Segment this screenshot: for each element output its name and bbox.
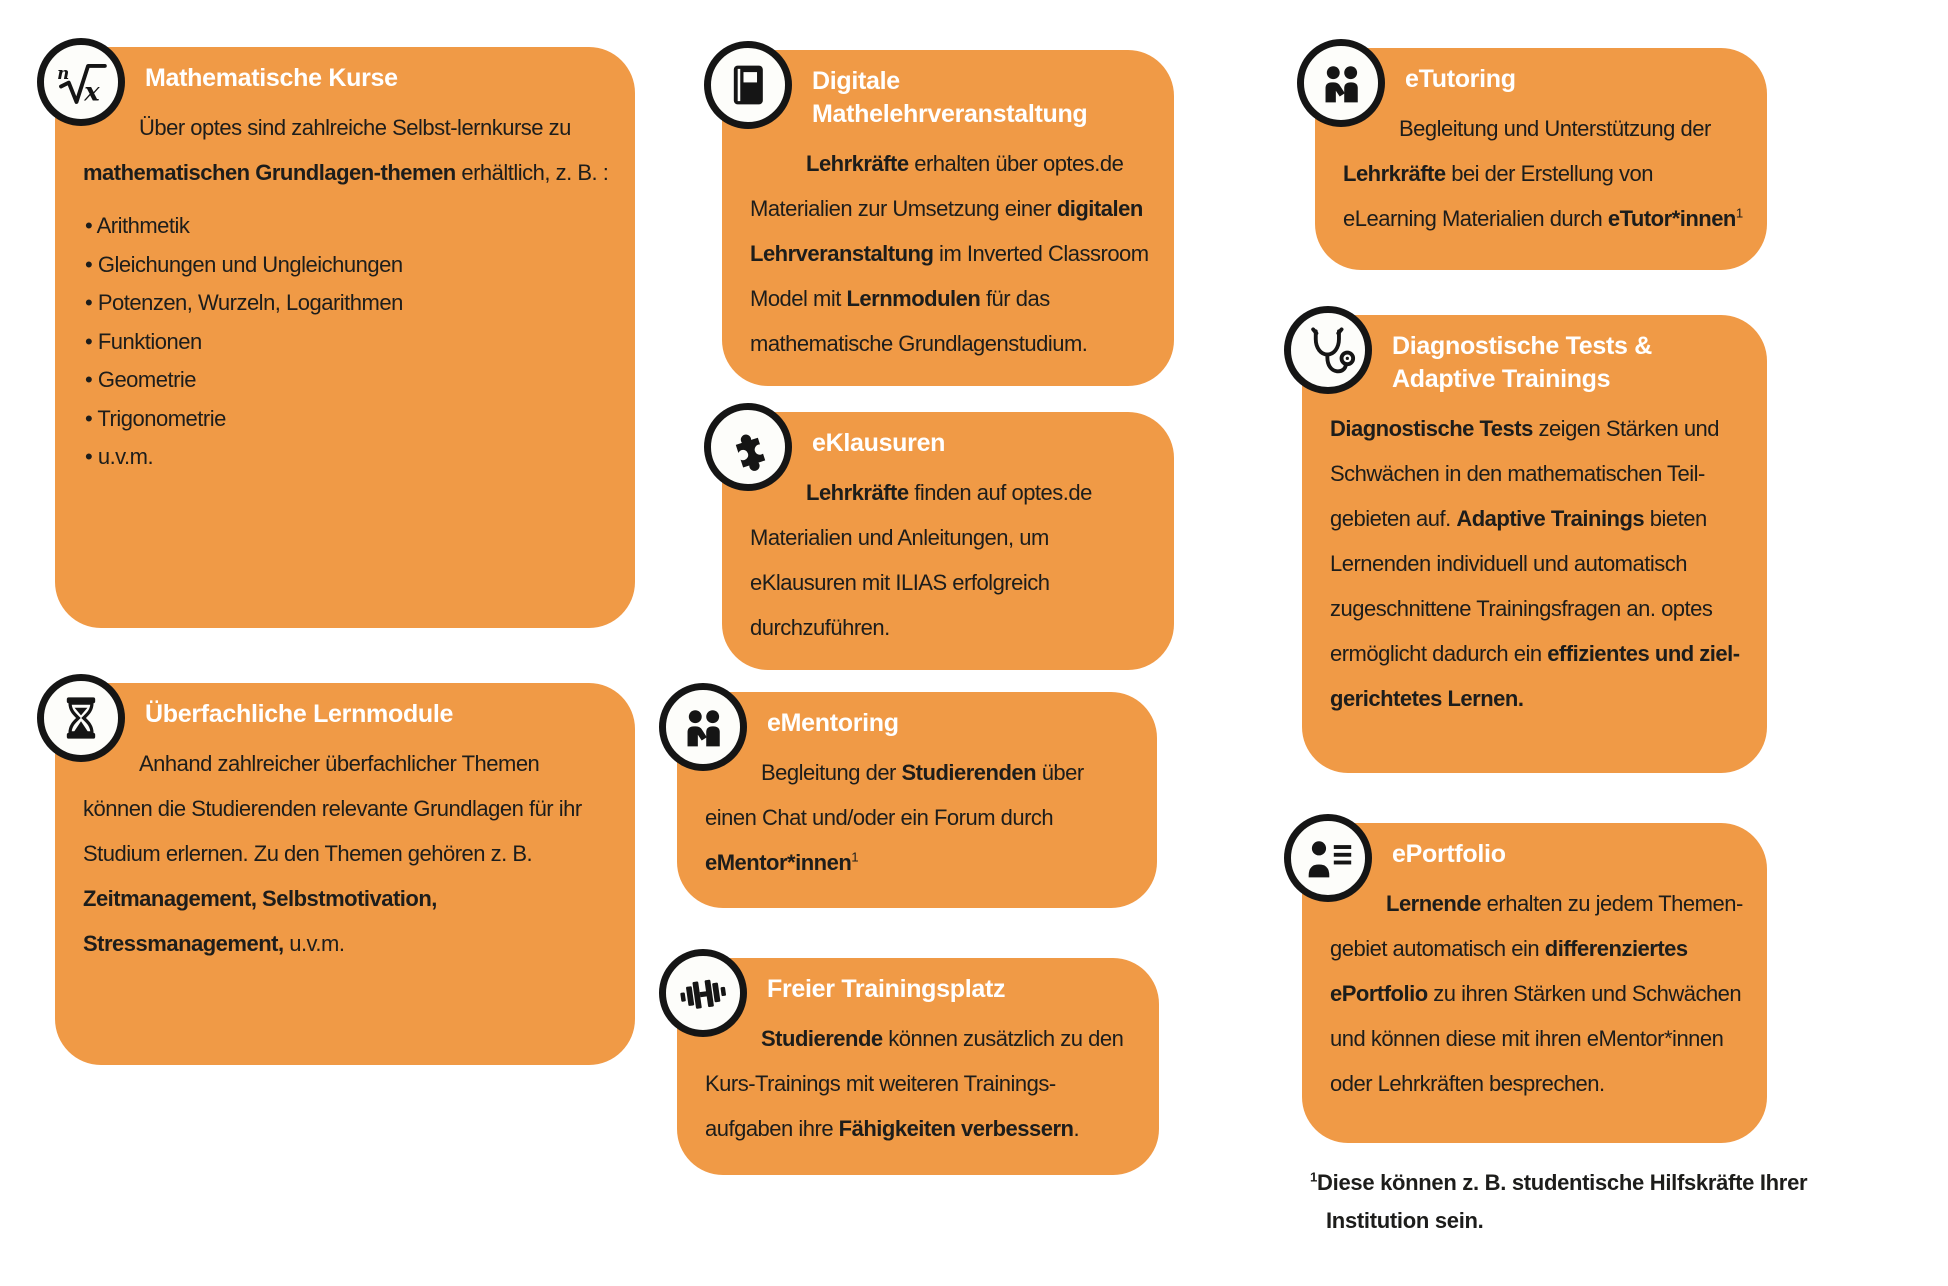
card-diagnostische-tests <box>1302 315 1767 773</box>
person-list-icon <box>1284 814 1372 902</box>
card-body: Anhand zahlreicher überfachlicher Themen können die Studierenden relevante Grundlagen für ihr Studium erlernen. Zu den Themen gehören z. B. Zeitmanagement, Selbstmotivation, Stressmanagement, u.v.m. <box>83 751 582 956</box>
list-item: • Trigonometrie <box>85 400 615 439</box>
card-body: Lehrkräfte finden auf optes.de Materialien und Anleitungen, um eKlausuren mit ILIAS erfolgreich durchzuführen. <box>750 480 1092 640</box>
card-title: Diagnostische Tests & Adaptive Trainings <box>1392 332 1652 393</box>
card-body: Begleitung der Studierenden über einen Chat und/oder ein Forum durch eMentor*innen$^1$ <box>705 760 1084 875</box>
card-title: Digitale Mathelehrveranstaltung <box>812 67 1088 128</box>
card-body: Über optes sind zahlreiche Selbst-lernkurse zu mathematischen Grundlagen-themen erhältlich, z. B. : <box>83 115 609 185</box>
svg-text:n: n <box>57 62 70 83</box>
list-item: • Geometrie <box>85 361 615 400</box>
list-item: • Gleichungen und Ungleichungen <box>85 246 615 285</box>
list-item: • Potenzen, Wurzeln, Logarithmen <box>85 284 615 323</box>
book-icon <box>704 41 792 129</box>
stethoscope-icon <box>1284 306 1372 394</box>
card-etutoring <box>1315 48 1767 270</box>
card-title: eTutoring <box>1405 65 1516 93</box>
card-digitale-mathelehrveranstaltung <box>722 50 1174 386</box>
hourglass-icon <box>37 674 125 762</box>
card-ementoring <box>677 692 1157 908</box>
card-eportfolio <box>1302 823 1767 1143</box>
card-title: ePortfolio <box>1392 840 1506 868</box>
two-people-icon <box>659 683 747 771</box>
svg-text:x: x <box>84 77 100 108</box>
dumbbell-icon <box>659 949 747 1037</box>
card-title: eMentoring <box>767 709 899 737</box>
card-title: Freier Trainingsplatz <box>767 975 1006 1003</box>
card-title: eKlausuren <box>812 429 946 457</box>
card-body: Studierende können zusätzlich zu den Kurs-Trainings mit weiteren Trainings-aufgaben ihre Fähigkeiten verbessern. <box>705 1026 1124 1141</box>
card-body: Lernende erhalten zu jedem Themen-gebiet automatisch ein differenziertes ePortfolio zu ihren Stärken und Schwächen und können diese mit ihren eMentor*innen oder Lehrkräften besprechen. <box>1330 891 1743 1096</box>
two-people-icon <box>1297 39 1385 127</box>
puzzle-icon <box>704 403 792 491</box>
card-body: Begleitung und Unterstützung der Lehrkräfte bei der Erstellung von eLearning Materialien durch eTutor*innen$^1$ <box>1343 116 1743 231</box>
card-body: Diagnostische Tests zeigen Stärken und Schwächen in den mathematischen Teil-gebieten auf. Adaptive Trainings bieten Lernenden individuell und automatisch zugeschnittene Trainingsfragen an. optes ermöglicht dadurch ein effizientes und ziel-gerichtetes Lernen. <box>1330 416 1740 711</box>
card-freier-trainingsplatz <box>677 958 1159 1175</box>
card-body: Lehrkräfte erhalten über optes.de Materialien zur Umsetzung einer digitalen Lehrveranstaltung im Inverted Classroom Model mit Lernmodulen für das mathematische Grundlagenstudium. <box>750 151 1149 356</box>
nth-root-icon <box>37 38 125 126</box>
list-item: • Funktionen <box>85 323 615 362</box>
topic-list <box>55 207 635 477</box>
footnote <box>1310 1164 1836 1240</box>
list-item: • Arithmetik <box>85 207 615 246</box>
footnote-text: Diese können z. B. studentische Hilfskräfte Ihrer Institution sein. <box>1317 1170 1808 1233</box>
card-title: Mathematische Kurse <box>145 64 398 92</box>
list-item: • u.v.m. <box>85 438 615 477</box>
card-title: Überfachliche Lernmodule <box>145 700 454 728</box>
card-mathematische-kurse <box>55 47 635 628</box>
footnote-marker: 1 <box>1310 1169 1318 1185</box>
card-eklausuren <box>722 412 1174 670</box>
card-ueberfachliche-lernmodule <box>55 683 635 1065</box>
